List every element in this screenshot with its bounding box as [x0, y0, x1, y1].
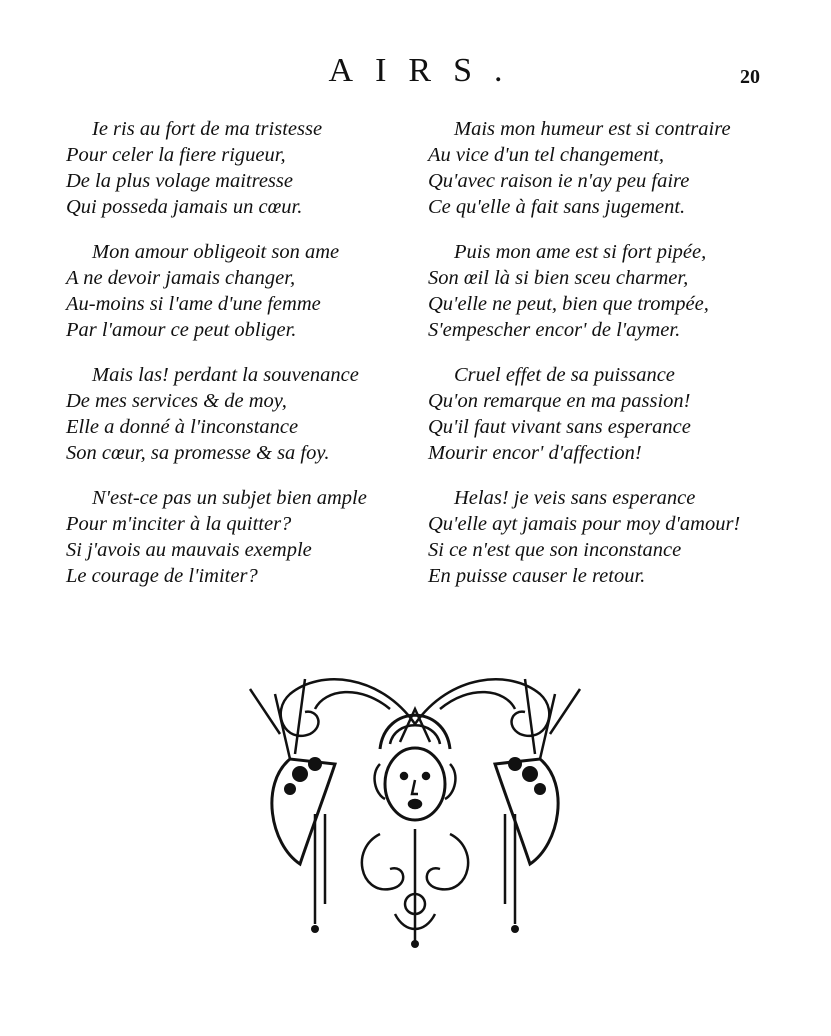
left-column — [66, 116, 426, 608]
verse-line: De la plus volage maitresse — [66, 170, 293, 192]
verse-line: Le courage de l'imiter? — [66, 565, 258, 587]
verse-line: Helas! je veis sans esperance — [454, 487, 696, 509]
verse-line: Qu'elle ne peut, bien que trompée, — [428, 293, 709, 315]
right-column — [428, 116, 788, 608]
verse-line: Qui possedа jamais un cœur. — [66, 196, 303, 218]
verse-line: Qu'on remarque en ma passion! — [428, 390, 691, 412]
verse-line: Pour m'inciter à la quitter? — [66, 513, 292, 535]
verse-line: Mourir encor' d'affection! — [428, 442, 642, 464]
verse-line: Pour celer la fiere rigueur, — [66, 144, 286, 166]
stanza — [428, 362, 788, 466]
stanza — [428, 239, 788, 343]
verse-line: Au-moins si l'ame d'une femme — [66, 293, 321, 315]
verse-line: Si j'avois au mauvais exemple — [66, 539, 312, 561]
verse-line: Mais mon humeur est si contraire — [454, 118, 731, 140]
page-number: 20 — [740, 66, 760, 88]
verse-line: En puisse causer le retour. — [428, 565, 646, 587]
stanza — [66, 116, 426, 220]
grotesque-mask-ornament-icon — [230, 664, 600, 954]
verse-line: Qu'avec raison ie n'ay peu faire — [428, 170, 690, 192]
verse-line: Si ce n'est que son inconstance — [428, 539, 682, 561]
stanza — [66, 239, 426, 343]
verse-line: Puis mon ame est si fort pipée, — [454, 241, 707, 263]
verse-line: Son cœur, sa promesse & sa foy. — [66, 442, 330, 464]
verse-line: Ie ris au fort de ma tristesse — [92, 118, 323, 140]
verse-line: Qu'elle ayt jamais pour moy d'amour! — [428, 513, 741, 535]
verse-line: Ce qu'elle à fait sans jugement. — [428, 196, 686, 218]
verse-line: Qu'il faut vivant sans esperance — [428, 416, 691, 438]
stanza — [428, 116, 788, 220]
stanza — [66, 485, 426, 589]
verse-line: Son œil là si bien sceu charmer, — [428, 267, 689, 289]
stanza — [66, 362, 426, 466]
page-title: AIRS. — [328, 52, 525, 89]
verse-line: Au vice d'un tel changement, — [428, 144, 665, 166]
verse-line: Mon amour obligeoit son ame — [92, 241, 340, 263]
verse-line: Mais las! perdant la souvenance — [92, 364, 359, 386]
verse-line: Elle a donné à l'inconstance — [66, 416, 299, 438]
verse-line: Par l'amour ce peut obliger. — [66, 319, 297, 341]
stanza — [428, 485, 788, 589]
verse-line: De mes services & de moy, — [66, 390, 287, 412]
verse-line: S'empescher encor' de l'aymer. — [428, 319, 681, 341]
verse-line: Cruel effet de sa puissance — [454, 364, 675, 386]
verse-line: N'est-ce pas un subjet bien ample — [92, 487, 367, 509]
verse-line: A ne devoir jamais changer, — [66, 267, 296, 289]
